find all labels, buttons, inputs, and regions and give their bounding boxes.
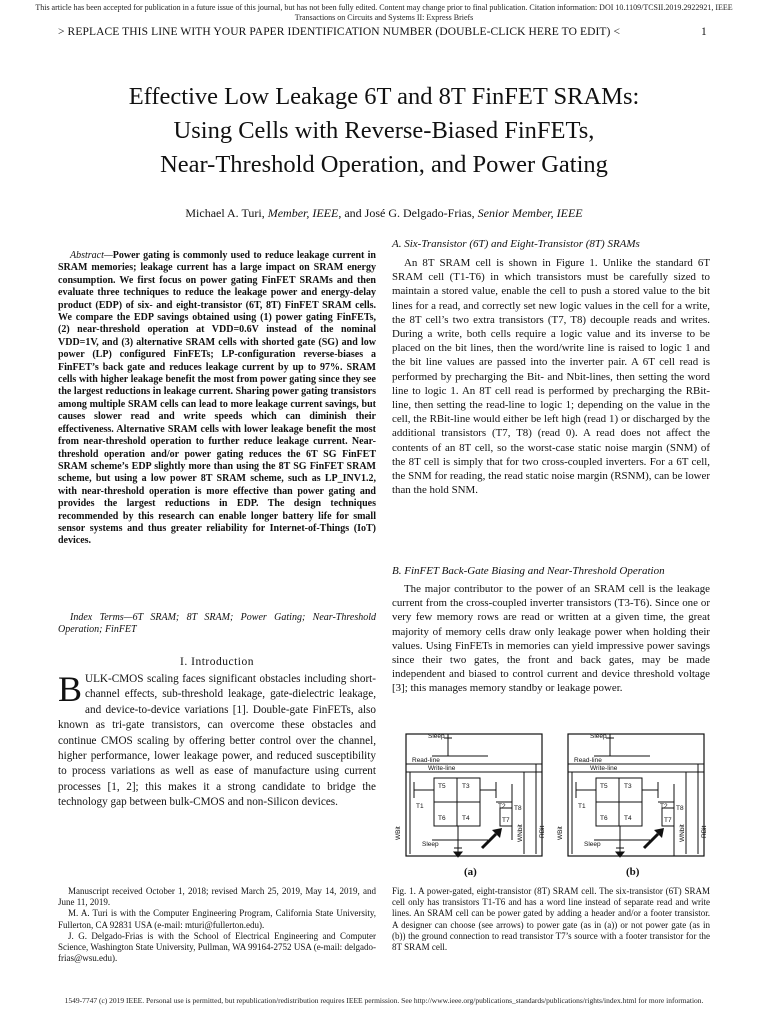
figure-caption (392, 886, 710, 953)
label-read-line-b: Read-line (574, 757, 602, 764)
sram-circuit-diagram (392, 728, 710, 868)
label-wnbit-b: WNbit (679, 824, 686, 842)
subsection-heading-a: A. Six-Transistor (6T) and Eight-Transistor (8T) SRAMs (392, 238, 640, 250)
subsection-b-text: The major contributor to the power of an SRAM cell is the leakage current from the cross-coupled inverter transistors (T3-T6). Since one or very few memory rows are read or written at a given time, the great majority of memory cells draw only leakage power when holding their values. Using FinFETs in memories can yield impressive power savings since their two gates, the front and back gates, may be made independent and biased to control current and device threshold voltage [3]; this manages memory standby or leakage power. (392, 583, 710, 695)
figure-caption-text: Fig. 1. A power-gated, eight-transistor (8T) SRAM cell. The six-transistor (6T) SRAM cell only has transistors T1-T6 and has a word line instead of separate read and write lines. An SRAM cell can be power gated by adding a header and/or a footer transistor. A designer can choose (see arrows) to power gate (as in (a)) or not power gate (as in (b)) the ground connection to read transistor T7’s source with a footer transistor for the 8T SRAM cell. (392, 886, 710, 953)
label-t1: T1 (416, 803, 424, 810)
author-1-role: Member, IEEE (267, 206, 339, 220)
label-read-line: Read-line (412, 757, 440, 764)
label-t4-b: T4 (624, 815, 632, 822)
abstract-text: Power gating is commonly used to reduce leakage current in SRAM memories; leakage current has a large impact on SRAM energy consumption. We first focus on power gating FinFET SRAMs and then evaluate three techniques to reduce the leakage power and energy-delay product (EDP) of six- and eight-transistor (6T, 8T) FinFET SRAM cells. We compare the EDP savings obtained using (1) power gating FinFETs, (2) near-threshold operation at VDD=0.6V instead of the nominal VDD=1V, and (3) alternative SRAM cells with shorted gate (SG) and low power (LP) configured FinFETs; LP-configuration reverse-biases a FinFET’s back gate and reduces leakage current by up to 97%. SRAM cells with higher leakage benefit the most from power gating since they see the largest reductions in leakage current. Sharing power gating transistors among multiple SRAM cells can lead to more leakage current savings, but causes slower read and write speeds which can diminish their effectiveness. Alternative SRAM cells with lower leakage benefit the most from near-threshold operation to further reduce leakage current. Near-threshold operation and/or power gating reduces the 6T SG FinFET SRAM scheme’s EDP slightly more than using the 8T SG FinFET SRAM scheme, but using a low power 8T SRAM scheme, such as LP_INV1.2, with near-threshold operation is more effective than power gating and provides the largest reductions in EDP. The design techniques recommended by this research can enable longer battery life for small sensor systems and thus greater reliability for Internet-of-Things (IoT) devices. (58, 250, 376, 547)
label-wbit-b: WBit (557, 826, 564, 840)
subsection-a-text: An 8T SRAM cell is shown in Figure 1. Unlike the standard 6T SRAM cell (T1-T6) in which transistors must be carefully sized to maintain a stored value, enable the cell to push a stored value to the bit lines for a read, and correctly set new logic values in the cell for a write, the 8T cell’s two extra transistors (T7, T8) decouple reads and writes. During a write, both cells require a logic value and its inverse to be placed on the bit lines, then the word/write line is raised to logic 1 and the bit line values are passed into the inverter pair. A 6T cell read is performed by precharging the Bit- and Nbit-lines, then setting the word line to logic 1. An 8T cell read is performed by precharging the RBit-line, then setting the read-line to logic 1; depending on the value in the cell, the RBit-line would either be left high (read 1) or discharged by the additional transistors (T7, T8) (read 0). A read does not affect the contents of an 8T cell, so the worst-case static noise margin (SNM) of the 8T cell is simply that for two cross-coupled inverters. For a 6T cell, the SNM for reading, the read static noise margin (RSNM), can be lower than the hold SNM. (392, 257, 710, 497)
label-t6-b: T6 (600, 815, 608, 822)
author-2: , and José G. Delgado-Frias, (338, 206, 478, 220)
author-list (40, 206, 728, 221)
label-t8: T8 (514, 805, 522, 812)
copyright-notice: 1549-7747 (c) 2019 IEEE. Personal use is permitted, but republication/redistribution requires IEEE permission. See http://www.ieee.org/publications_standards/publications/rights/index.html for more information. (64, 996, 704, 1005)
subsection-heading-b: B. FinFET Back-Gate Biasing and Near-Threshold Operation (392, 565, 665, 577)
figure-label-b: (b) (626, 866, 640, 878)
title-line-1: Effective Low Leakage 6T and 8T FinFET SRAMs: (128, 83, 640, 110)
label-sleep-bottom: Sleep (422, 841, 439, 848)
publication-notice (10, 3, 758, 23)
footnotes (58, 886, 376, 964)
notice-line-1: This article has been accepted for publication in a future issue of this journal, but has not been fully edited. Content may change prior to final publication. Citation information: DOI 10.1109/TCSII.2019.2922921, IEEE (35, 3, 733, 12)
abstract (58, 250, 376, 548)
label-t7-b: T7 (664, 817, 672, 824)
label-t3: T3 (462, 783, 470, 790)
label-wbit: WBit (395, 826, 402, 840)
label-write-line: Write-line (428, 765, 456, 772)
figure-1 (392, 728, 710, 884)
index-terms (58, 612, 376, 637)
label-wnbit: WNbit (517, 824, 524, 842)
index-terms-text: Index Terms—6T SRAM; 8T SRAM; Power Gating; Near-Threshold Operation; FinFET (58, 612, 376, 636)
notice-line-2: Transactions on Circuits and Systems II: Express Briefs (294, 13, 474, 22)
label-sleep-bottom-b: Sleep (584, 841, 601, 848)
label-t3-b: T3 (624, 783, 632, 790)
running-header: > REPLACE THIS LINE WITH YOUR PAPER IDENTIFICATION NUMBER (DOUBLE-CLICK HERE TO EDIT) < (58, 26, 621, 38)
title-line-3: Near-Threshold Operation, and Power Gating (160, 151, 608, 178)
subsection-b-body (392, 582, 710, 696)
paper-title (40, 80, 728, 182)
author-2-role: Senior Member, IEEE (477, 206, 583, 220)
label-sleep-top-b: Sleep (590, 733, 607, 740)
introduction-text: ULK-CMOS scaling faces significant obstacles including short-channel effects, sub-threshold leakage, gate-dielectric leakage, and device-to-device variations [1]. Double-gate FinFETs, also known as tri-gate transistors, can overcome these obstacles and continue CMOS scaling by offering better control over the channel, higher performance, lower leakage power, and reduced susceptibility to process variations as well as ease of manufacture using current processes [1, 2]; this makes it a strong candidate to bridge the technology gap between bulk-CMOS and non-Silicon devices. (58, 673, 376, 809)
page-number: 1 (701, 26, 707, 38)
label-t4: T4 (462, 815, 470, 822)
footnote-author-1: M. A. Turi is with the Computer Engineering Program, California State University, Fullerton, CA 92831 USA (e-mail: mturi@fullerton.edu). (58, 908, 376, 930)
subsection-a-body (392, 256, 710, 497)
label-t5: T5 (438, 783, 446, 790)
label-rbit: RBit (539, 825, 546, 838)
figure-label-a: (a) (464, 866, 477, 878)
author-1: Michael A. Turi, (185, 206, 268, 220)
label-sleep-top: Sleep (428, 733, 445, 740)
footnote-manuscript: Manuscript received October 1, 2018; revised March 25, 2019, May 14, 2019, and June 11, 2019. (58, 886, 376, 908)
drop-cap: B (58, 669, 83, 709)
label-rbit-b: RBit (701, 825, 708, 838)
label-t6: T6 (438, 815, 446, 822)
introduction-body (58, 669, 376, 811)
label-t2: T2 (498, 803, 506, 810)
title-line-2: Using Cells with Reverse-Biased FinFETs, (173, 117, 595, 144)
label-write-line-b: Write-line (590, 765, 618, 772)
label-t8-b: T8 (676, 805, 684, 812)
label-t2-b: T2 (660, 803, 668, 810)
abstract-lead: Abstract— (70, 250, 113, 261)
label-t7: T7 (502, 817, 510, 824)
footnote-author-2: J. G. Delgado-Frias is with the School of Electrical Engineering and Computer Science, Washington State University, Pullman, WA 99164-2752 USA (e-mail: delgado-frias@wsu.edu). (58, 930, 376, 964)
label-t5-b: T5 (600, 783, 608, 790)
label-t1-b: T1 (578, 803, 586, 810)
section-heading-introduction: I. Introduction (180, 656, 254, 668)
